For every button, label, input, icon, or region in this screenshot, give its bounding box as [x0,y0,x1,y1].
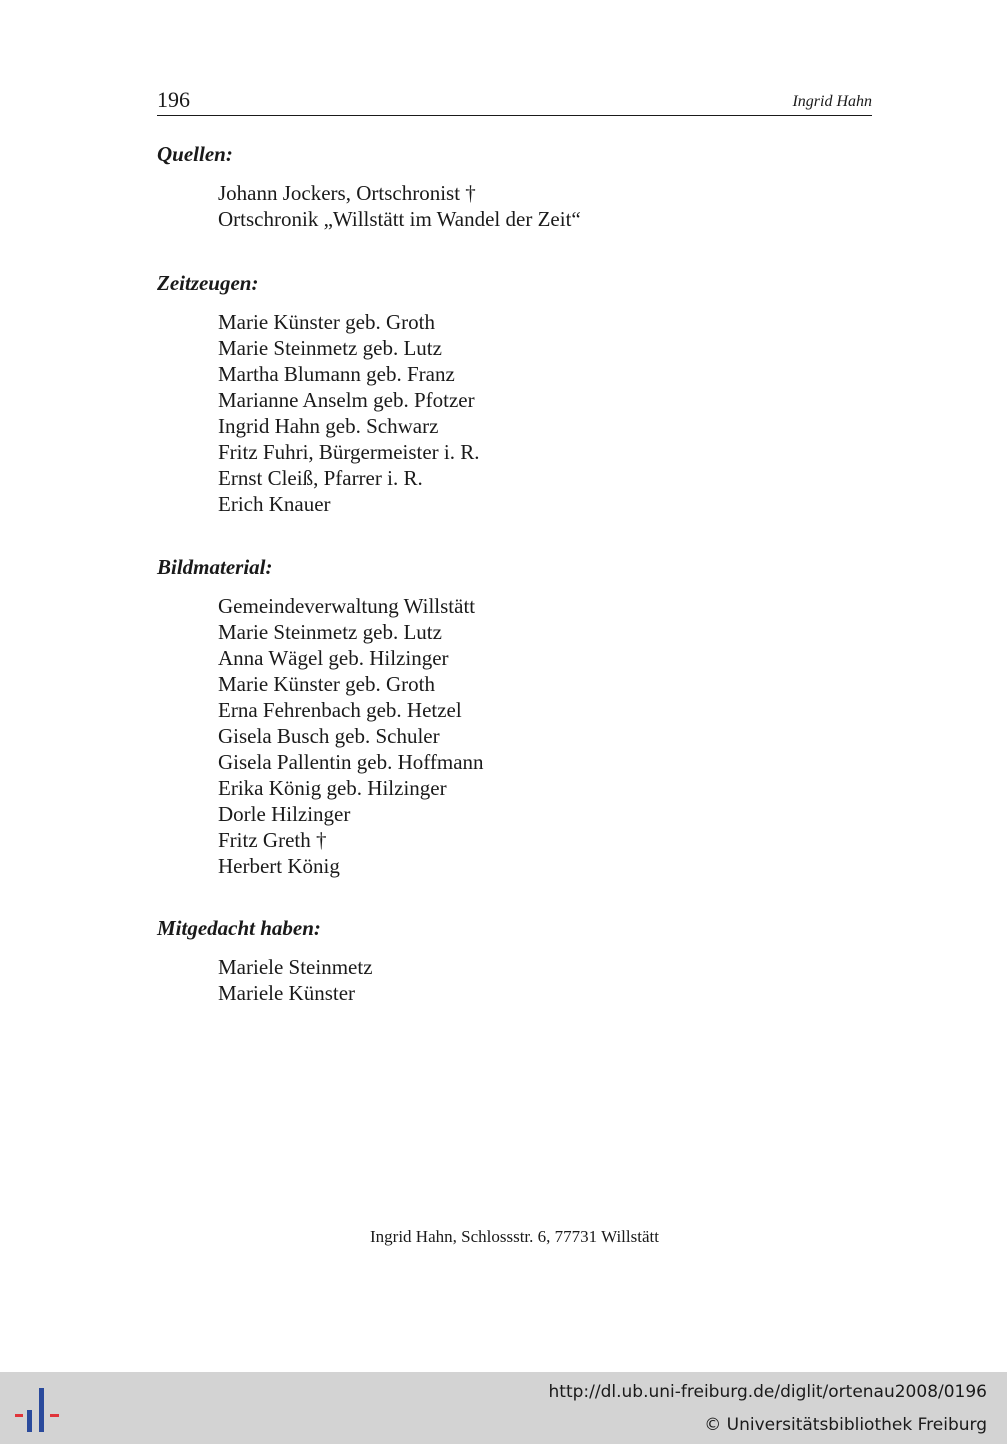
list-item: Fritz Fuhri, Bürgermeister i. R. [218,440,480,464]
entry-list [218,309,857,517]
header-rule [157,115,872,116]
list-item: Erna Fehrenbach geb. Hetzel [218,698,462,722]
section-heading: Quellen: [157,142,233,166]
list-item: Marie Künster geb. Groth [218,672,435,696]
list-item: Fritz Greth † [218,828,327,852]
page-number: 196 [157,87,190,112]
list-item: Ingrid Hahn geb. Schwarz [218,414,439,438]
list-item: Marie Künster geb. Groth [218,310,435,334]
section-bildmaterial [157,554,857,879]
list-item: Anna Wägel geb. Hilzinger [218,646,449,670]
list-item: Erich Knauer [218,492,331,516]
list-item: Marie Steinmetz geb. Lutz [218,620,442,644]
ub-freiburg-logo-icon [12,1384,64,1436]
list-item: Dorle Hilzinger [218,802,351,826]
section-quellen [157,141,857,232]
list-item: Gisela Busch geb. Schuler [218,724,440,748]
source-url-link[interactable]: http://dl.ub.uni-freiburg.de/diglit/ortenau2008/0196 [548,1382,987,1402]
list-item: Erika König geb. Hilzinger [218,776,447,800]
list-item: Ortschronik „Willstätt im Wandel der Zeit“ [218,207,581,231]
footer-bar [0,1372,1007,1444]
list-item: Martha Blumann geb. Franz [218,362,455,386]
section-heading: Bildmaterial: [157,555,273,579]
list-item: Marie Steinmetz geb. Lutz [218,336,442,360]
entry-list [218,180,857,232]
section-mitgedacht [157,915,857,1006]
list-item: Johann Jockers, Ortschronist † [218,181,476,205]
list-item: Herbert König [218,854,340,878]
entry-list [218,593,857,879]
author-address: Ingrid Hahn, Schlossstr. 6, 77731 Willstätt [370,1227,659,1246]
list-item: Ernst Cleiß, Pfarrer i. R. [218,466,423,490]
section-heading: Mitgedacht haben: [157,916,321,940]
running-head: Ingrid Hahn [792,93,872,110]
list-item: Gisela Pallentin geb. Hoffmann [218,750,484,774]
entry-list [218,954,857,1006]
section-zeitzeugen [157,270,857,517]
list-item: Mariele Künster [218,981,356,1005]
copyright-notice: © Universitätsbibliothek Freiburg [704,1415,987,1435]
list-item: Gemeindeverwaltung Willstätt [218,594,476,618]
section-heading: Zeitzeugen: [157,271,259,295]
list-item: Marianne Anselm geb. Pfotzer [218,388,475,412]
list-item: Mariele Steinmetz [218,955,373,979]
